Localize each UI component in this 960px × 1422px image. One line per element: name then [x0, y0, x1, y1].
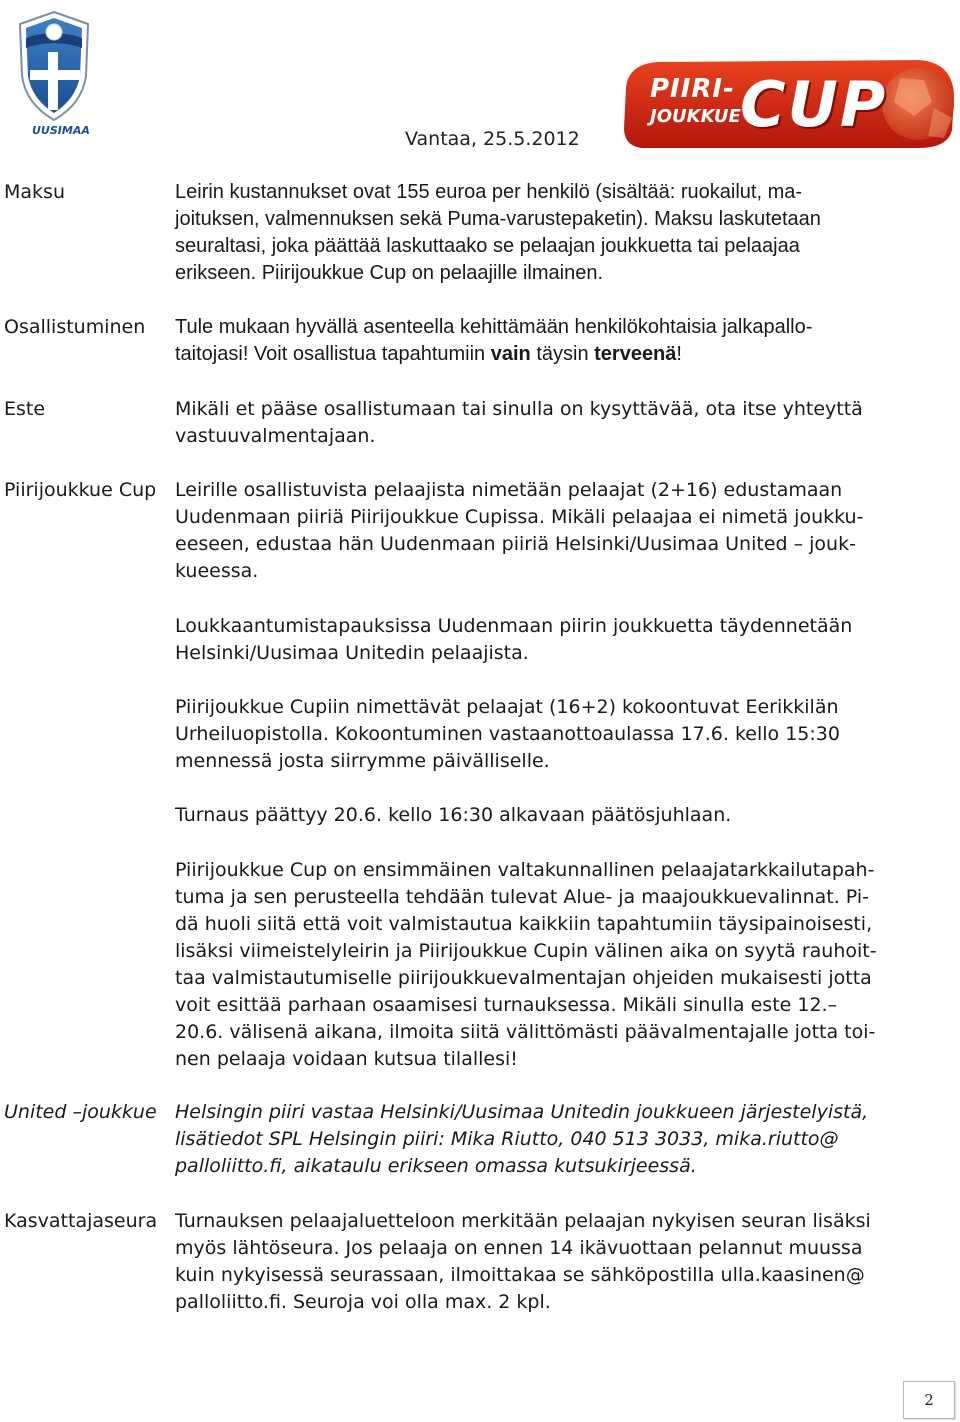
text-line: Tule mukaan hyvällä asenteella kehittämään henkilökohtaisia jalkapallo- [175, 316, 813, 338]
text-fragment: täysin [530, 343, 595, 365]
text-line: Piirijoukkue Cup on ensimmäinen valtakunnallinen pelaajatarkkailutapah- [175, 859, 875, 881]
cup-logo-line1: PIIRI- [650, 74, 735, 104]
text-line: erikseen. Piirijoukkue Cup on pelaajille ilmainen. [175, 262, 604, 284]
paragraph [175, 613, 903, 667]
text-line: Leirille osallistuvista pelaajista nimetään pelaajat (2+16) edustamaan [175, 479, 843, 501]
text-line: Turnauksen pelaajaluetteloon merkitään pelaajan nykyisen seuran lisäksi [175, 1210, 871, 1232]
text-line: joituksen, valmennuksen sekä Puma-varustepaketin). Maksu laskutetaan [175, 208, 821, 230]
text-line: Mikäli et pääse osallistumaan tai sinulla on kysyttävää, ota itse yhteyttä [175, 398, 863, 420]
text-line: 20.6. välisenä aikana, ilmoita siitä välittömästi päävalmentajalle jotta toi- [175, 1021, 876, 1043]
text-fragment: taitojasi! Voit osallistua tapahtumiin [175, 343, 491, 365]
section-label-kasvattajaseura: Kasvattajaseura [4, 1210, 158, 1232]
shield-icon [14, 8, 94, 142]
text-line [175, 341, 903, 368]
text-fragment: ! [676, 343, 682, 365]
text-line: kuin nykyisessä seurassaan, ilmoittakaa se sähköpostilla ulla.kaasinen@ [175, 1264, 865, 1286]
paragraph [175, 802, 903, 829]
text-line: vastuuvalmentajaan. [175, 425, 376, 447]
text-line: Uudenmaan piiriä Piirijoukkue Cupissa. Mikäli pelaajaa ei nimetä joukku- [175, 506, 864, 528]
text-line: Helsinki/Uusimaa Unitedin pelaajista. [175, 642, 529, 664]
section-body-united-joukkue [175, 1099, 903, 1180]
section-label-piirijoukkue-cup: Piirijoukkue Cup [4, 479, 157, 501]
text-line: nen pelaaja voidaan kutsua tilallesi! [175, 1048, 518, 1070]
text-line: taa valmistautumiselle piirijoukkuevalmentajan ohjeiden mukaisesti jotta [175, 967, 872, 989]
text-line: lisätiedot SPL Helsingin piiri: Mika Riutto, 040 513 3033, mika.riutto@ [175, 1128, 839, 1150]
text-line: kueessa. [175, 560, 259, 582]
paragraph [175, 694, 903, 775]
text-line: dä huoli siitä että voit valmistautua kaikkiin tapahtumiin täysipainoisesti, [175, 913, 873, 935]
text-line: Urheiluopistolla. Kokoontuminen vastaanottoaulassa 17.6. kello 15:30 [175, 723, 840, 745]
text-line: palloliitto.fi, aikataulu erikseen omassa kutsukirjeessä. [175, 1155, 697, 1177]
text-line: palloliitto.fi. Seuroja voi olla max. 2 kpl. [175, 1291, 551, 1313]
cup-logo-word: CUP [740, 68, 888, 141]
text-line: Piirijoukkue Cupiin nimettävät pelaajat (16+2) kokoontuvat Eerikkilän [175, 696, 839, 718]
section-label-osallistuminen: Osallistuminen [4, 316, 146, 338]
section-label-maksu: Maksu [4, 181, 65, 203]
paragraph [175, 857, 903, 1073]
text-line: Loukkaantumistapauksissa Uudenmaan piirin joukkuetta täydennetään [175, 615, 853, 637]
emphasis-terveena: terveenä [594, 343, 677, 365]
document-date: Vantaa, 25.5.2012 [405, 128, 580, 150]
text-line: Turnaus päättyy 20.6. kello 16:30 alkavaan päätösjuhlaan. [175, 804, 732, 826]
page-number: 2 [903, 1381, 955, 1419]
text-line: mennessä josta siirrymme päivälliselle. [175, 750, 550, 772]
text-line: eeseen, edustaa hän Uudenmaan piiriä Helsinki/Uusimaa United – jouk- [175, 533, 856, 555]
emphasis-vain: vain [490, 343, 531, 365]
logo-caption: UUSIMAA [32, 124, 90, 137]
section-label-este: Este [4, 398, 46, 420]
text-line: Helsingin piiri vastaa Helsinki/Uusimaa Unitedin joukkueen järjestelyistä, [175, 1101, 869, 1123]
section-body-kasvattajaseura [175, 1208, 903, 1316]
text-line: myös lähtöseura. Jos pelaaja on ennen 14 ikävuottaan pelannut muussa [175, 1237, 863, 1259]
text-line: voit esittää parhaan osaamisesi turnauksessa. Mikäli sinulla este 12.– [175, 994, 838, 1016]
section-body-maksu [175, 179, 903, 287]
text-line: seuraltasi, joka päättää laskuttaako se pelaajan joukkuetta tai pelaajaa [175, 235, 800, 257]
piirijoukkue-cup-logo [618, 58, 958, 150]
section-label-united-joukkue: United –joukkue [4, 1101, 157, 1123]
section-body-piirijoukkue-cup [175, 477, 903, 585]
text-line: lisäksi viimeistelyleirin ja Piirijoukkue Cupin välinen aika on syytä rauhoit- [175, 940, 877, 962]
text-line: tuma ja sen perusteella tehdään tulevat Alue- ja maajoukkuevalinnat. Pi- [175, 886, 869, 908]
section-body-este [175, 396, 903, 450]
cup-logo-line2: JOUKKUE [650, 106, 741, 127]
palloliitto-uusimaa-logo [14, 8, 94, 142]
text-line: Leirin kustannukset ovat 155 euroa per henkilö (sisältää: ruokailut, ma- [175, 181, 803, 203]
section-body-osallistuminen [175, 314, 903, 368]
